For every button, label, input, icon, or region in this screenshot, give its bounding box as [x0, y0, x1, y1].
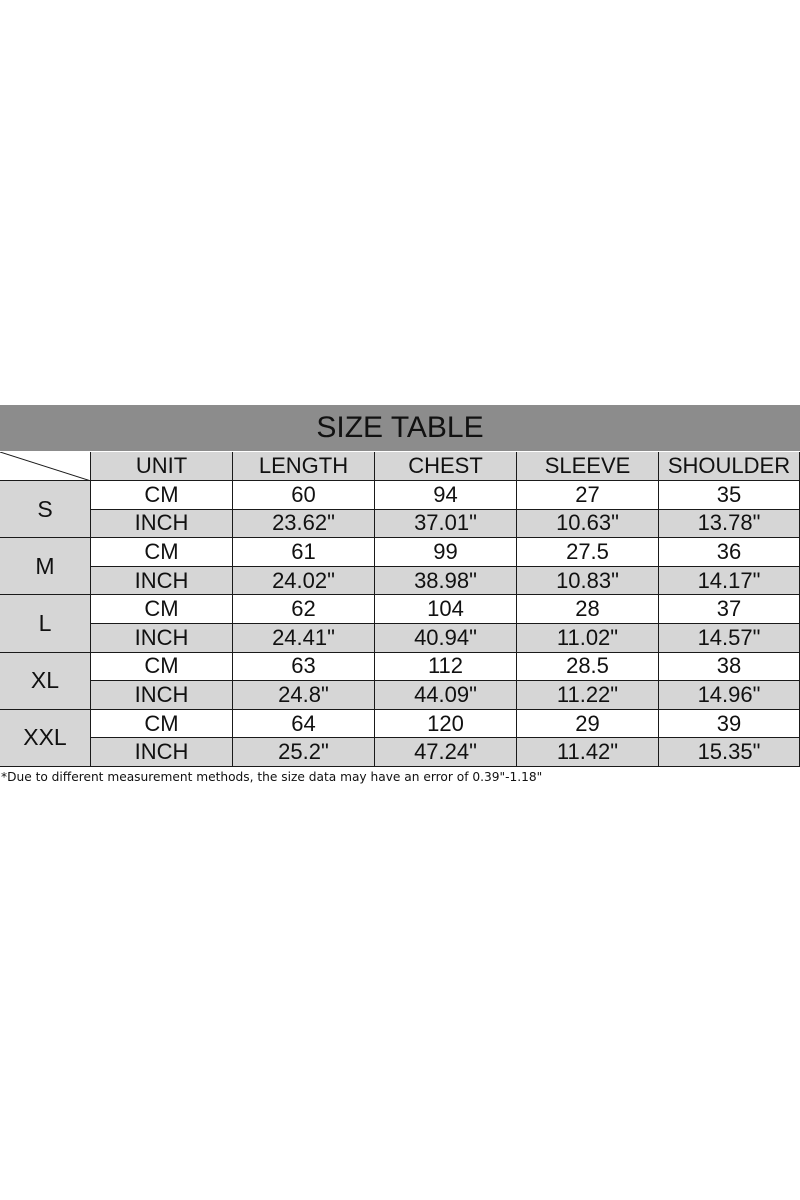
measurement-note: *Due to different measurement methods, the size data may have an error of 0.39"-1.18": [1, 770, 543, 784]
cell-xl-cm-unit: CM: [91, 653, 233, 682]
cell-s-cm-unit: CM: [91, 481, 233, 510]
cell-l-inch-chest: 40.94": [375, 624, 517, 653]
cell-xl-inch-unit: INCH: [91, 681, 233, 710]
cell-m-inch-unit: INCH: [91, 567, 233, 596]
cell-s-cm-shoulder: 35: [659, 481, 800, 510]
size-label-l: L: [0, 595, 91, 652]
cell-m-cm-unit: CM: [91, 538, 233, 567]
column-header-sleeve: SLEEVE: [517, 452, 659, 481]
cell-m-cm-sleeve: 27.5: [517, 538, 659, 567]
cell-l-cm-sleeve: 28: [517, 595, 659, 624]
cell-xxl-cm-length: 64: [233, 710, 375, 739]
column-header-chest: CHEST: [375, 452, 517, 481]
size-label-xxl: XXL: [0, 710, 91, 767]
cell-s-cm-sleeve: 27: [517, 481, 659, 510]
cell-m-cm-shoulder: 36: [659, 538, 800, 567]
size-label-m: M: [0, 538, 91, 595]
cell-l-cm-chest: 104: [375, 595, 517, 624]
size-label-s: S: [0, 481, 91, 538]
table-title: SIZE TABLE: [0, 405, 800, 451]
column-header-shoulder: SHOULDER: [659, 452, 800, 481]
cell-xxl-cm-chest: 120: [375, 710, 517, 739]
cell-xl-cm-chest: 112: [375, 653, 517, 682]
cell-s-inch-unit: INCH: [91, 510, 233, 539]
cell-l-inch-sleeve: 11.02": [517, 624, 659, 653]
cell-l-inch-length: 24.41": [233, 624, 375, 653]
cell-xxl-cm-sleeve: 29: [517, 710, 659, 739]
cell-l-inch-shoulder: 14.57": [659, 624, 800, 653]
cell-s-inch-sleeve: 10.63": [517, 510, 659, 539]
cell-m-inch-shoulder: 14.17": [659, 567, 800, 596]
cell-xl-cm-length: 63: [233, 653, 375, 682]
cell-l-cm-unit: CM: [91, 595, 233, 624]
column-header-unit: UNIT: [91, 452, 233, 481]
header-corner-diagonal: [0, 452, 91, 481]
size-grid: [0, 452, 800, 772]
cell-m-cm-chest: 99: [375, 538, 517, 567]
cell-xxl-inch-shoulder: 15.35": [659, 738, 800, 767]
cell-xl-cm-shoulder: 38: [659, 653, 800, 682]
size-label-xl: XL: [0, 653, 91, 710]
cell-l-cm-shoulder: 37: [659, 595, 800, 624]
cell-xxl-inch-unit: INCH: [91, 738, 233, 767]
cell-xxl-inch-chest: 47.24": [375, 738, 517, 767]
cell-s-cm-length: 60: [233, 481, 375, 510]
column-header-length: LENGTH: [233, 452, 375, 481]
cell-m-inch-length: 24.02": [233, 567, 375, 596]
cell-xl-inch-shoulder: 14.96": [659, 681, 800, 710]
cell-xxl-inch-sleeve: 11.42": [517, 738, 659, 767]
cell-l-cm-length: 62: [233, 595, 375, 624]
cell-xl-cm-sleeve: 28.5: [517, 653, 659, 682]
cell-m-cm-length: 61: [233, 538, 375, 567]
cell-s-inch-shoulder: 13.78": [659, 510, 800, 539]
cell-s-inch-chest: 37.01": [375, 510, 517, 539]
cell-xl-inch-length: 24.8": [233, 681, 375, 710]
cell-xxl-cm-unit: CM: [91, 710, 233, 739]
cell-m-inch-chest: 38.98": [375, 567, 517, 596]
cell-xxl-inch-length: 25.2": [233, 738, 375, 767]
cell-xxl-cm-shoulder: 39: [659, 710, 800, 739]
cell-l-inch-unit: INCH: [91, 624, 233, 653]
cell-xl-inch-chest: 44.09": [375, 681, 517, 710]
cell-s-inch-length: 23.62": [233, 510, 375, 539]
cell-m-inch-sleeve: 10.83": [517, 567, 659, 596]
cell-xl-inch-sleeve: 11.22": [517, 681, 659, 710]
cell-s-cm-chest: 94: [375, 481, 517, 510]
